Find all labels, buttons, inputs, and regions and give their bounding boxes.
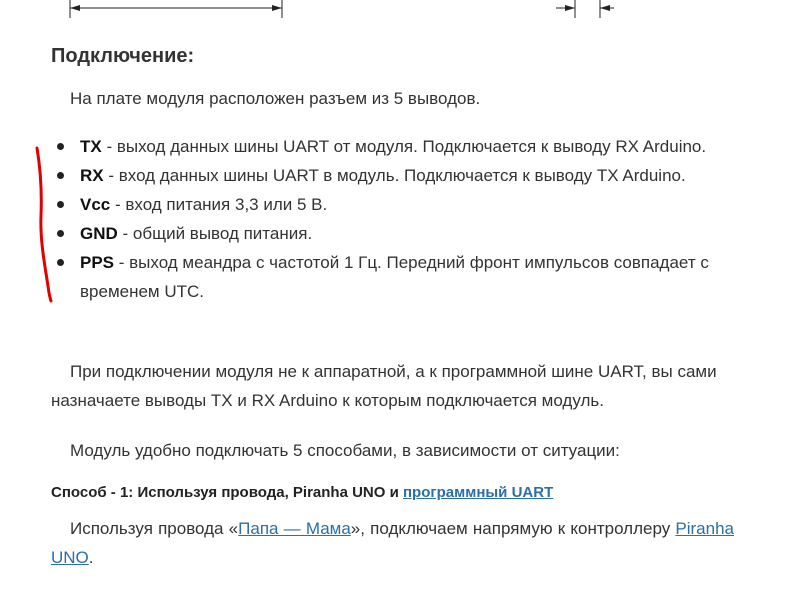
method-text xyxy=(51,514,734,572)
method-heading xyxy=(51,484,553,501)
method-heading-text: Способ - 1: Используя провода, Piranha UNO и xyxy=(51,484,403,501)
pin-desc: - вход питания 3,3 или 5 В. xyxy=(110,195,328,214)
section-heading: Подключение: xyxy=(51,45,195,67)
pin-list xyxy=(51,132,751,306)
method-text-part: . xyxy=(88,548,94,567)
pin-name: RX xyxy=(80,166,104,185)
pin-desc: - выход меандра с частотой 1 Гц. Передний фронт импульсов совпадает с временем UTC. xyxy=(80,253,709,301)
software-uart-note: При подключении модуля не к аппаратной, а к программной шине UART, вы сами назначаете выводы TX и RX Arduino к которым подключается модуль. xyxy=(51,362,717,410)
piranha-uno-link[interactable]: Piranha UNO xyxy=(51,519,735,567)
method-text-part: Используя провода « xyxy=(70,519,239,538)
pin-desc: - вход данных шины UART в модуль. Подключается к выводу TX Arduino. xyxy=(103,166,686,185)
pin-name: TX xyxy=(80,137,102,156)
pin-desc: - общий вывод питания. xyxy=(117,224,313,243)
bullet-icon xyxy=(57,201,64,208)
pin-name: PPS xyxy=(80,253,115,272)
bullet-icon xyxy=(57,143,64,150)
bullet-icon xyxy=(57,172,64,179)
list-item xyxy=(51,248,751,306)
wires-link[interactable]: Папа — Мама xyxy=(238,519,351,538)
bullet-icon xyxy=(57,230,64,237)
pin-desc: - выход данных шины UART от модуля. Подключается к выводу RX Arduino. xyxy=(101,137,707,156)
method-text-part: », подключаем напрямую к контроллеру xyxy=(350,519,676,538)
list-item xyxy=(51,161,751,190)
dimension-drawing xyxy=(0,0,800,24)
pin-name: GND xyxy=(80,224,118,243)
software-uart-link[interactable]: программный UART xyxy=(402,484,554,501)
list-item xyxy=(51,190,751,219)
list-item xyxy=(51,132,751,161)
list-item xyxy=(51,219,751,248)
intro-text: На плате модуля расположен разъем из 5 выводов. xyxy=(70,89,481,108)
pin-name: Vcc xyxy=(80,195,111,214)
bullet-icon xyxy=(57,259,64,266)
methods-intro: Модуль удобно подключать 5 способами, в зависимости от ситуации: xyxy=(70,441,620,460)
